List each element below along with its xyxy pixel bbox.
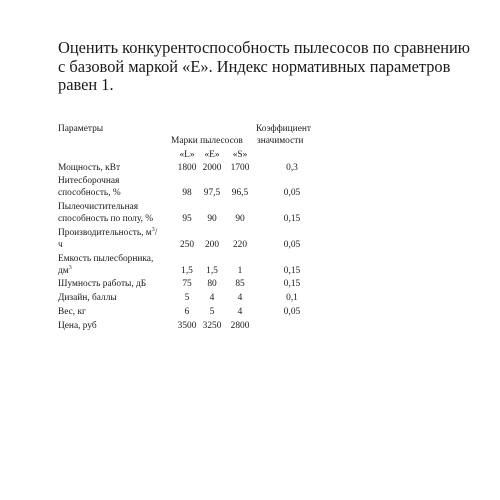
cell-value-s: 1700 (230, 163, 250, 173)
cell-value-e: 200 (204, 240, 220, 250)
label-superscript: 3 (151, 227, 155, 233)
header-coefficient-line1: Коэффициент (256, 124, 311, 134)
row-label-cont: способность, % (58, 188, 121, 198)
header-parameters: Параметры (58, 124, 104, 134)
cell-value-s: 90 (235, 214, 245, 224)
cell-value-l: 75 (182, 279, 192, 289)
header-brand-l: «L» (179, 150, 195, 160)
row-label: Цена, руб (58, 321, 97, 331)
cell-value-s: 4 (237, 307, 243, 317)
cell-value-l: 5 (184, 293, 190, 303)
cell-value-s: 220 (232, 240, 248, 250)
cell-value-e: 1,5 (206, 266, 218, 276)
cell-value-l: 3500 (177, 321, 197, 331)
cell-value-s: 85 (235, 279, 245, 289)
header-brand-e: «E» (204, 150, 220, 160)
cell-value-l: 95 (182, 214, 192, 224)
header-coefficient-line2: значимости (257, 136, 304, 146)
cell-coefficient: 0,15 (283, 214, 301, 224)
row-label: Нитесборочная (58, 176, 120, 186)
task-heading: Оценить конкурентоспособность пылесосов по сравнению с базовой маркой «Е». Индекс нормативных параметров равен 1. (58, 38, 471, 94)
row-label-cont: $дм^3$ (58, 265, 72, 276)
row-label-cont: ч (58, 240, 63, 250)
cell-coefficient: 0,1 (286, 293, 298, 303)
cell-coefficient: 0,05 (283, 188, 301, 198)
row-label: Дизайн, баллы (58, 293, 117, 303)
row-label: Пылеочистительная (58, 202, 139, 212)
row-label-cont: способность по полу, % (58, 214, 154, 224)
cell-value-e: 4 (209, 293, 215, 303)
cell-value-e: 2000 (202, 163, 222, 173)
cell-value-s: 1 (237, 266, 243, 276)
cell-value-e: 5 (209, 307, 215, 317)
cell-value-l: 1800 (177, 163, 197, 173)
cell-value-l: 250 (179, 240, 195, 250)
cell-value-s: 96,5 (231, 188, 249, 198)
row-label: Производительность, $м^3/$ (58, 227, 158, 238)
cell-value-e: 97,5 (203, 188, 221, 198)
cell-value-s: 2800 (230, 321, 250, 331)
row-label: Шумность работы, дБ (58, 279, 147, 289)
cell-value-l: 98 (182, 188, 192, 198)
cell-coefficient: 0,3 (286, 163, 298, 173)
cell-value-s: 4 (237, 293, 243, 303)
cell-value-l: 6 (184, 307, 190, 317)
cell-value-e: 3250 (202, 321, 222, 331)
cell-coefficient: 0,15 (283, 279, 301, 289)
cell-coefficient: 0,05 (283, 240, 301, 250)
header-brands: Марки пылесосов (171, 136, 243, 146)
cell-value-e: 80 (207, 279, 217, 289)
header-brand-s: «S» (232, 150, 248, 160)
cell-value-e: 90 (207, 214, 217, 224)
cell-coefficient: 0,05 (283, 307, 301, 317)
label-superscript: 3 (68, 265, 72, 271)
cell-coefficient: 0,15 (283, 266, 301, 276)
row-label: Мощность, кВт (58, 163, 121, 173)
cell-value-l: 1,5 (181, 266, 193, 276)
row-label: Вес, кг (58, 307, 86, 317)
row-label: Емкость пылесборника, (58, 254, 154, 264)
